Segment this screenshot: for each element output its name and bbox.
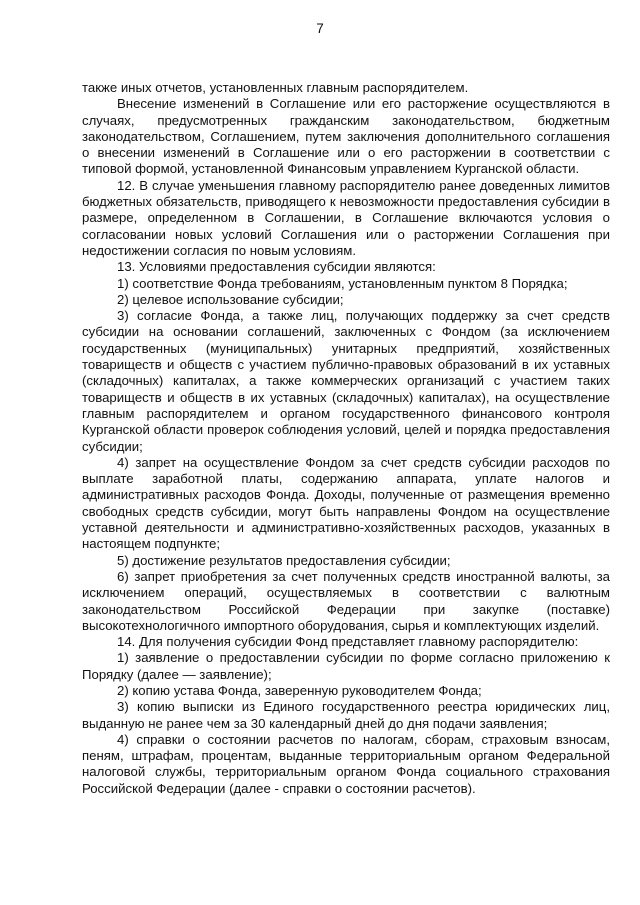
paragraph-14-item-1: 1) заявление о предоставлении субсидии по форме согласно приложению к Порядку (далее — заявление);: [82, 650, 610, 682]
paragraph-13: 13. Условиями предоставления субсидии являются:: [117, 259, 436, 275]
paragraph-13-item-4: 4) запрет на осуществление Фондом за счет средств субсидии расходов по выплате заработной платы, содержанию аппарата, уплате налогов и административных расходов Фонда. Доходы, полученные от размещения временно свободных средств субсидии, могут быть направлены Фондом на осуществление уставной деятельности и административно-хозяйственных расходов, указанных в настоящем подпункте;: [82, 454, 610, 552]
document-body: [82, 80, 610, 797]
paragraph-13-item-5: 5) достижение результатов предоставления субсидии;: [117, 552, 451, 568]
paragraph-14: 14. Для получения субсидии Фонд представляет главному распорядителю:: [117, 634, 579, 650]
paragraph-13-item-6: 6) запрет приобретения за счет полученных средств иностранной валюты, за исключением операций, осуществляемых в соответствии с валютным законодательством Российской Федерации при закупке (поставке) высокотехнологичного импортного оборудования, сырья и комплектующих изделий.: [82, 568, 610, 633]
paragraph-amendments: Внесение изменений в Соглашение или его расторжение осуществляются в случаях, предусмотренных гражданским законодательством, бюджетным законодательством, Соглашением, путем заключения дополнительного соглашения о внесении изменений в Соглашение или о его расторжении в соответствии с типовой формой, установленной Финансовым управлением Курганской области.: [82, 96, 610, 177]
paragraph-13-item-2: 2) целевое использование субсидии;: [117, 291, 344, 307]
paragraph-continuation: также иных отчетов, установленных главным распорядителем.: [82, 80, 469, 95]
paragraph-14-item-2: 2) копию устава Фонда, заверенную руководителем Фонда;: [117, 682, 482, 698]
paragraph-12: 12. В случае уменьшения главному распорядителю ранее доведенных лимитов бюджетных обязательств, приводящего к невозможности предоставления субсидии в размере, определенном в Соглашении, в Соглашение включаются условия о согласовании новых условий Соглашения или о расторжении Соглашения при недостижении согласия по новым условиям.: [82, 177, 610, 258]
page-number: 7: [316, 21, 324, 36]
paragraph-13-item-3: 3) согласие Фонда, а также лиц, получающих поддержку за счет средств субсидии на основании соглашений, заключенных с Фондом (за исключением государственных (муниципальных) унитарных предприятий, хозяйственных товариществ и обществ с участием публично-правовых образований в их уставных (складочных) капиталах, а также коммерческих организаций с участием таких товариществ и обществ в их уставных (складочных) капиталах), на осуществление главным распорядителем и органом государственного финансового контроля Курганской области проверок соблюдения условий, целей и порядка предоставления субсидии;: [82, 308, 610, 454]
paragraph-13-item-1: 1) соответствие Фонда требованиям, установленным пунктом 8 Порядка;: [117, 275, 568, 291]
paragraph-14-item-4: 4) справки о состоянии расчетов по налогам, сборам, страховым взносам, пеням, штрафам, процентам, выданные территориальным органом Федеральной налоговой службы, территориальным органом Фонда социального страхования Российской Федерации (далее - справки о состоянии расчетов).: [82, 731, 610, 796]
paragraph-14-item-3: 3) копию выписки из Единого государственного реестра юридических лиц, выданную не ранее чем за 30 календарный дней до дня подачи заявления;: [82, 699, 610, 731]
